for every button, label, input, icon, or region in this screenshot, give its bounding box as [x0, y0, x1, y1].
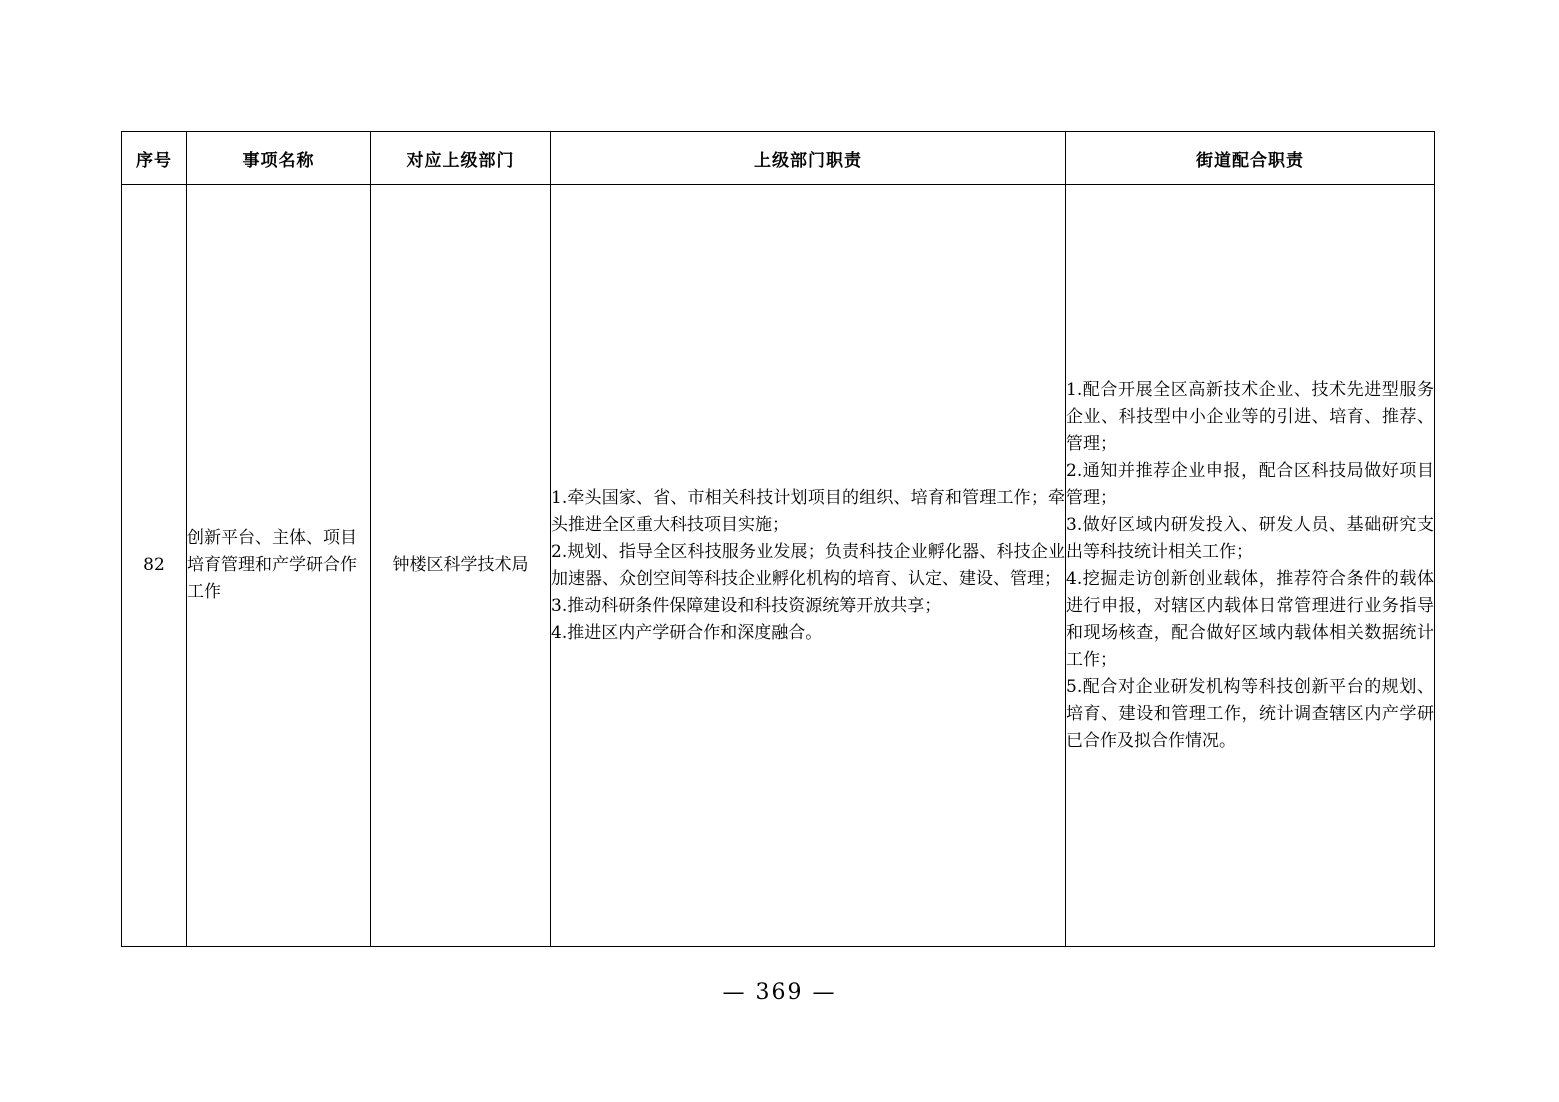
street-duty-item: 1.配合开展全区高新技术企业、技术先进型服务企业、科技型中小企业等的引进、培育、推荐、管理； [1066, 379, 1434, 454]
street-duty-item: 5.配合对企业研发机构等科技创新平台的规划、培育、建设和管理工作，统计调查辖区内产学研已合作及拟合作情况。 [1066, 676, 1434, 751]
department-duty-item: 3.推动科研条件保障建设和科技资源统筹开放共享； [551, 595, 942, 616]
header-serial-number: 序号 [122, 132, 187, 185]
street-duty-item: 4.挖掘走访创新创业载体，推荐符合条件的载体进行申报，对辖区内载体日常管理进行业务指导和现场核查，配合做好区域内载体相关数据统计工作； [1066, 568, 1434, 670]
street-duty-item: 3.做好区域内研发投入、研发人员、基础研究支出等科技统计相关工作； [1066, 514, 1434, 562]
cell-department: 钟楼区科学技术局 [371, 185, 551, 947]
cell-item-name: 创新平台、主体、项目培育管理和产学研合作工作 [187, 185, 371, 947]
cell-department-duties [551, 185, 1066, 947]
duty-table [121, 131, 1435, 947]
department-duty-item: 2.规划、指导全区科技服务业发展；负责科技企业孵化器、科技企业加速器、众创空间等科技企业孵化机构的培育、认定、建设、管理； [551, 541, 1065, 589]
header-department: 对应上级部门 [371, 132, 551, 185]
cell-street-duties [1066, 185, 1435, 947]
street-duty-item: 2.通知并推荐企业申报，配合区科技局做好项目管理； [1066, 460, 1434, 508]
department-duty-item: 1.牵头国家、省、市相关科技计划项目的组织、培育和管理工作；牵头推进全区重大科技项目实施； [551, 487, 1065, 535]
cell-serial-number: 82 [122, 185, 187, 947]
header-item-name: 事项名称 [187, 132, 371, 185]
header-street-duties: 街道配合职责 [1066, 132, 1435, 185]
table-row [122, 185, 1435, 947]
table-header-row [122, 132, 1435, 185]
header-department-duties: 上级部门职责 [551, 132, 1066, 185]
department-duty-item: 4.推进区内产学研合作和深度融合。 [551, 622, 823, 643]
page-number: — 369 — [722, 980, 837, 1005]
